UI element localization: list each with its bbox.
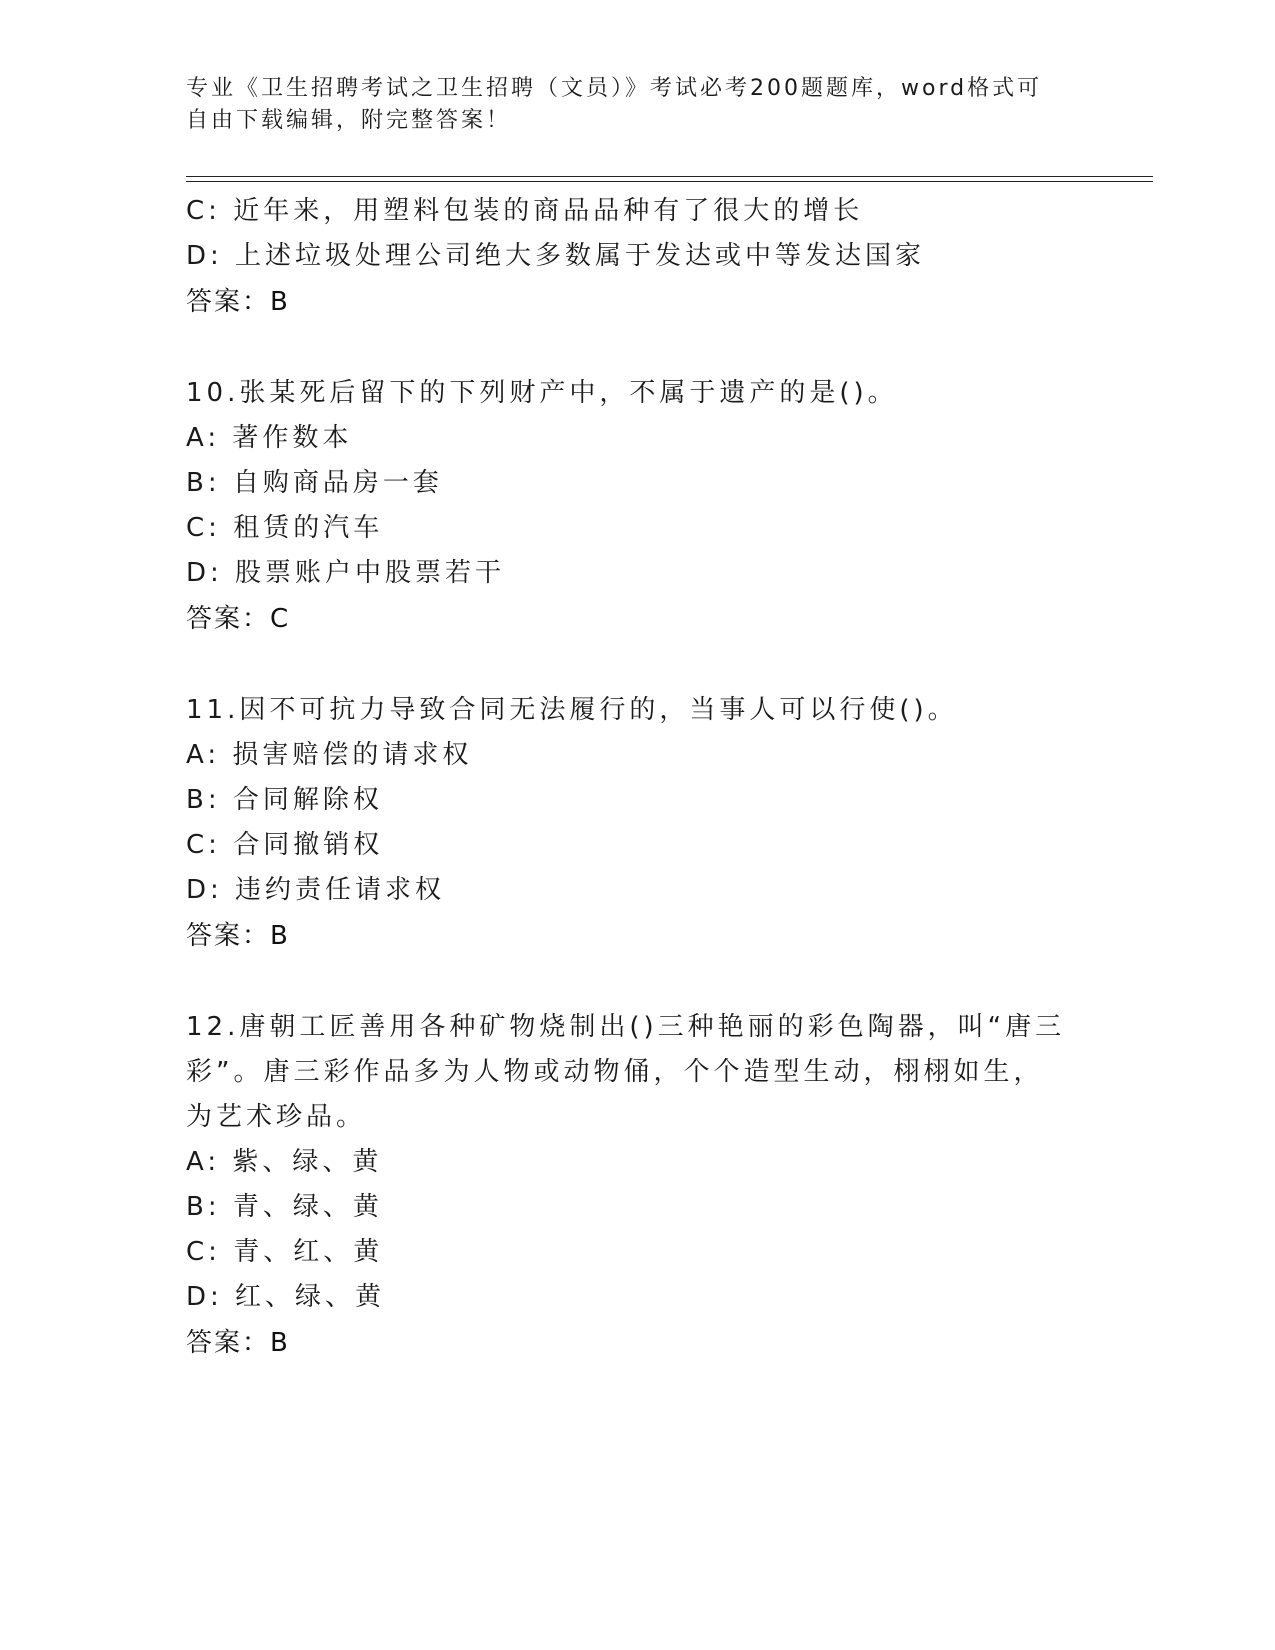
option-text: 上述垃圾处理公司绝大多数属于发达或中等发达国家 bbox=[235, 241, 926, 271]
document-intro: 专业《卫生招聘考试之卫生招聘（文员）》考试必考200题题库，word格式可自由下载编辑，附完整答案！ bbox=[186, 76, 1043, 133]
option-text: 青、红、黄 bbox=[233, 1237, 384, 1267]
option-label: A: bbox=[186, 740, 221, 770]
spacer bbox=[186, 643, 1106, 688]
spacer bbox=[186, 960, 1106, 1005]
option-text: 紫、绿、黄 bbox=[232, 1147, 383, 1177]
answer-line: 答案：C bbox=[186, 604, 291, 634]
answer-line: 答案：B bbox=[186, 1328, 290, 1358]
option-d bbox=[186, 868, 1106, 913]
header-divider-bottom bbox=[186, 181, 1153, 182]
option-label: C: bbox=[186, 830, 221, 860]
option-label: C: bbox=[186, 1237, 221, 1267]
option-b bbox=[186, 778, 1106, 823]
question-10 bbox=[186, 371, 1106, 643]
option-text: 违约责任请求权 bbox=[235, 875, 446, 905]
option-b bbox=[186, 461, 1106, 506]
option-text: 股票账户中股票若干 bbox=[235, 558, 506, 588]
option-b bbox=[186, 1185, 1106, 1230]
option-d bbox=[186, 234, 1106, 279]
question-continuation bbox=[186, 189, 1106, 326]
option-c bbox=[186, 189, 1106, 234]
question-stem: 12.唐朝工匠善用各种矿物烧制出()三种艳丽的彩色陶器，叫“唐三彩”。唐三彩作品多为人物或动物俑，个个造型生动，栩栩如生，为艺术珍品。 bbox=[186, 1012, 1066, 1132]
option-c bbox=[186, 1230, 1106, 1275]
option-text: 租赁的汽车 bbox=[233, 513, 384, 543]
question-stem: 10.张某死后留下的下列财产中，不属于遗产的是()。 bbox=[186, 378, 898, 408]
option-label: D: bbox=[186, 558, 223, 588]
answer-line: 答案：B bbox=[186, 287, 290, 317]
option-text: 红、绿、黄 bbox=[235, 1282, 386, 1312]
option-text: 损害赔偿的请求权 bbox=[232, 740, 473, 770]
option-text: 近年来，用塑料包装的商品品种有了很大的增长 bbox=[233, 196, 864, 226]
option-label: C: bbox=[186, 196, 221, 226]
option-text: 合同撤销权 bbox=[233, 830, 384, 860]
option-label: C: bbox=[186, 513, 221, 543]
option-d bbox=[186, 1275, 1106, 1320]
option-text: 著作数本 bbox=[232, 423, 353, 453]
option-a bbox=[186, 416, 1106, 461]
option-label: D: bbox=[186, 1282, 223, 1312]
option-label: D: bbox=[186, 875, 223, 905]
option-label: A: bbox=[186, 1147, 221, 1177]
option-a bbox=[186, 1140, 1106, 1185]
option-d bbox=[186, 551, 1106, 596]
option-text: 合同解除权 bbox=[232, 785, 383, 815]
question-list bbox=[186, 189, 1106, 1367]
option-label: D: bbox=[186, 241, 223, 271]
question-11 bbox=[186, 688, 1106, 960]
header-divider-top bbox=[186, 176, 1153, 177]
question-stem: 11.因不可抗力导致合同无法履行的，当事人可以行使()。 bbox=[186, 695, 958, 725]
option-a bbox=[186, 733, 1106, 778]
option-label: B: bbox=[186, 468, 221, 498]
option-label: B: bbox=[186, 1192, 221, 1222]
answer-line: 答案：B bbox=[186, 921, 290, 951]
question-12 bbox=[186, 1005, 1106, 1367]
spacer bbox=[186, 326, 1106, 371]
option-text: 自购商品房一套 bbox=[232, 468, 443, 498]
option-c bbox=[186, 823, 1106, 868]
option-text: 青、绿、黄 bbox=[232, 1192, 383, 1222]
option-label: B: bbox=[186, 785, 221, 815]
option-c bbox=[186, 506, 1106, 551]
option-label: A: bbox=[186, 423, 221, 453]
